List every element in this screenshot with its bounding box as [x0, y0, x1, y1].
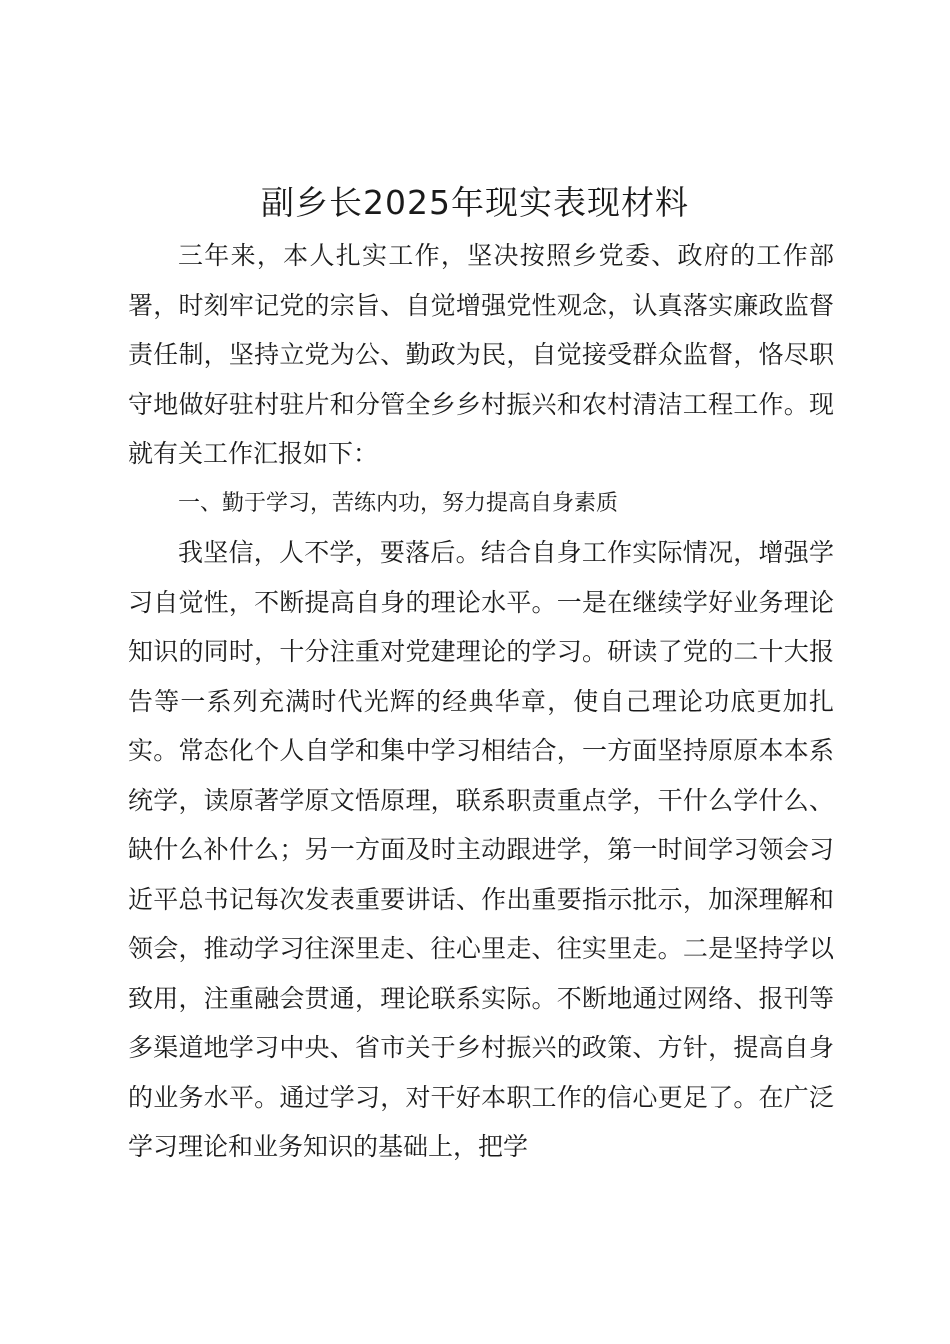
- section-heading-1: 一、勤于学习，苦练内功，努力提高自身素质: [178, 490, 619, 516]
- intro-paragraph: 三年来，本人扎实工作，坚决按照乡党委、政府的工作部署，时刻牢记党的宗旨、自觉增强党性观念，认真落实廉政监督责任制，坚持立党为公、勤政为民，自觉接受群众监督，恪尽职守地做好驻村驻片和分管全乡乡村振兴和农村清洁工程工作。现就有关工作汇报如下：: [128, 241, 834, 468]
- document-body: [128, 231, 834, 1172]
- document-title: 副乡长2025年现实表现材料: [261, 183, 689, 222]
- section-1-paragraph: 我坚信，人不学，要落后。结合自身工作实际情况，增强学习自觉性，不断提高自身的理论水平。一是在继续学好业务理论知识的同时，十分注重对党建理论的学习。研读了党的二十大报告等一系列充满时代光辉的经典华章，使自己理论功底更加扎实。常态化个人自学和集中学习相结合，一方面坚持原原本本系统学，读原著学原文悟原理，联系职责重点学，干什么学什么、缺什么补什么；另一方面及时主动跟进学，第一时间学习领会习近平总书记每次发表重要讲话、作出重要指示批示，加深理解和领会，推动学习往深里走、往心里走、往实里走。二是坚持学以致用，注重融会贯通，理论联系实际。不断地通过网络、报刊等多渠道地学习中央、省市关于乡村振兴的政策、方针，提高自身的业务水平。通过学习，对干好本职工作的信心更足了。在广泛学习理论和业务知识的基础上，把学: [128, 538, 834, 1161]
